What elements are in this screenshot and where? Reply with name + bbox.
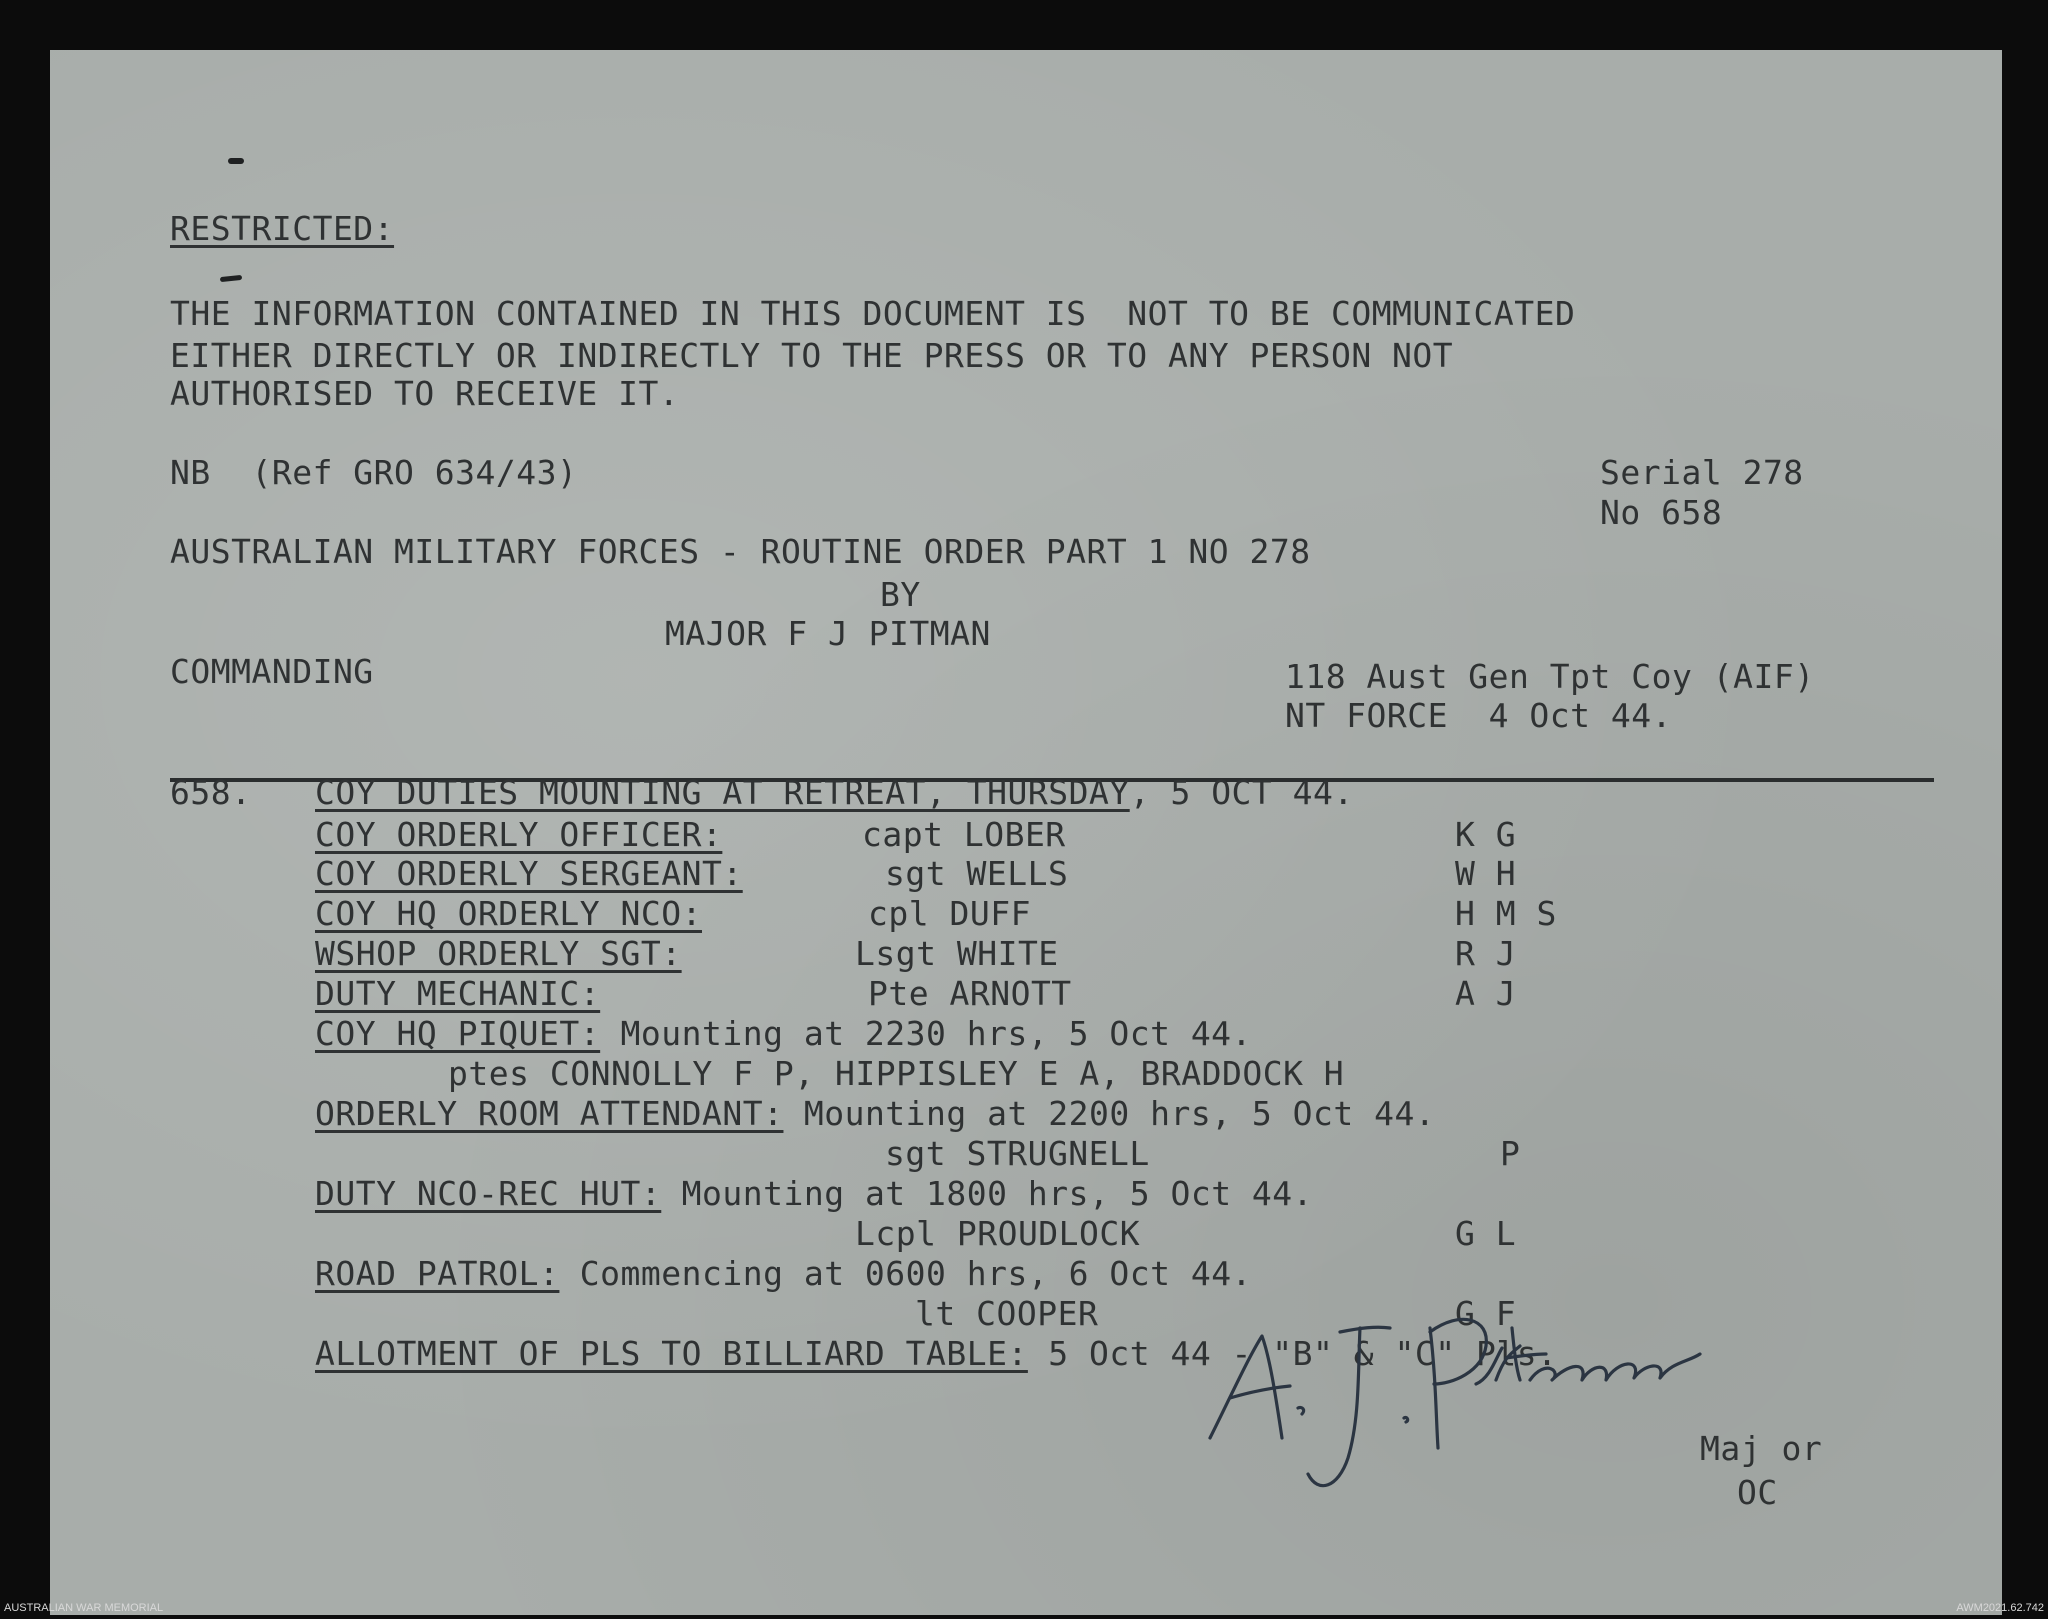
ink-mark [220, 275, 242, 282]
duty-name: capt LOBER [862, 815, 1066, 854]
order-heading-text: COY DUTIES MOUNTING AT RETREAT, THURSDAY [315, 773, 1130, 812]
notice-line: EITHER DIRECTLY OR INDIRECTLY TO THE PRESS OR TO ANY PERSON NOT [170, 336, 1454, 375]
footer-institution: AUSTRALIAN WAR MEMORIAL [4, 1602, 164, 1614]
orderly-room-name: sgt STRUGNELL [885, 1134, 1150, 1173]
signature-rank: Maj or [1700, 1429, 1823, 1468]
commanding-label: COMMANDING [170, 652, 374, 691]
piquet-text: Mounting at 2230 hrs, 5 Oct 44. [600, 1014, 1252, 1053]
order-heading-date: , 5 OCT 44. [1129, 773, 1354, 812]
order-title: AUSTRALIAN MILITARY FORCES - ROUTINE ORDER PART 1 NO 278 [170, 532, 1311, 571]
duty-initials: K G [1455, 815, 1517, 854]
orderly-room-label: ORDERLY ROOM ATTENDANT: [315, 1094, 784, 1133]
force-date: NT FORCE 4 Oct 44. [1285, 696, 1672, 735]
piquet-label: COY HQ PIQUET: [315, 1014, 601, 1053]
road-patrol-initials: G F [1455, 1294, 1517, 1333]
duty-label: DUTY MECHANIC: [315, 974, 601, 1013]
piquet-line [315, 1014, 1252, 1053]
duty-name: Pte ARNOTT [868, 974, 1072, 1013]
orderly-room-initials: P [1500, 1134, 1521, 1173]
by-line: BY [880, 575, 921, 614]
rec-hut-text: Mounting at 1800 hrs, 5 Oct 44. [661, 1174, 1314, 1213]
restricted-heading: RESTRICTED: [170, 209, 395, 248]
rec-hut-line [315, 1174, 1314, 1213]
duty-label: COY ORDERLY SERGEANT: [315, 854, 743, 893]
footer-accession-number: AWM2021.62.742 [1956, 1602, 2044, 1614]
road-patrol-label: ROAD PATROL: [315, 1254, 560, 1293]
billiard-label: ALLOTMENT OF PLS TO BILLIARD TABLE: [315, 1334, 1028, 1373]
notice-line: THE INFORMATION CONTAINED IN THIS DOCUMENT IS NOT TO BE COMMUNICATED [170, 294, 1576, 333]
billiard-text: 5 Oct 44 - "B" & "C" Pls. [1027, 1334, 1558, 1373]
duty-name: Lsgt WHITE [855, 934, 1059, 973]
duty-initials: R J [1455, 934, 1517, 973]
officer-name: MAJOR F J PITMAN [665, 614, 991, 653]
rec-hut-name: Lcpl PROUDLOCK [855, 1214, 1141, 1253]
duty-initials: H M S [1455, 894, 1557, 933]
duty-label: COY ORDERLY OFFICER: [315, 815, 723, 854]
duty-label: COY HQ ORDERLY NCO: [315, 894, 702, 933]
order-heading [315, 773, 1354, 812]
piquet-names: ptes CONNOLLY F P, HIPPISLEY E A, BRADDOCK H [448, 1054, 1345, 1093]
road-patrol-line [315, 1254, 1252, 1293]
rec-hut-label: DUTY NCO-REC HUT: [315, 1174, 662, 1213]
road-patrol-name: lt COOPER [915, 1294, 1099, 1333]
duty-name: cpl DUFF [868, 894, 1031, 933]
serial-number: Serial 278 [1600, 453, 1804, 492]
duty-initials: A J [1455, 974, 1517, 1013]
duty-initials: W H [1455, 854, 1517, 893]
unit-name: 118 Aust Gen Tpt Coy (AIF) [1285, 657, 1815, 696]
signature-role: OC [1737, 1473, 1778, 1512]
orderly-room-line [315, 1094, 1436, 1133]
duty-label: WSHOP ORDERLY SGT: [315, 934, 682, 973]
notice-line: AUTHORISED TO RECEIVE IT. [170, 374, 680, 413]
order-number: No 658 [1600, 493, 1723, 532]
handwritten-signature [1190, 1288, 1710, 1508]
ink-mark [228, 158, 244, 164]
road-patrol-text: Commencing at 0600 hrs, 6 Oct 44. [559, 1254, 1252, 1293]
nb-reference: NB (Ref GRO 634/43) [170, 453, 578, 492]
duty-name: sgt WELLS [885, 854, 1069, 893]
order-item-number: 658. [170, 773, 252, 812]
rec-hut-initials: G L [1455, 1214, 1517, 1253]
orderly-room-text: Mounting at 2200 hrs, 5 Oct 44. [783, 1094, 1436, 1133]
